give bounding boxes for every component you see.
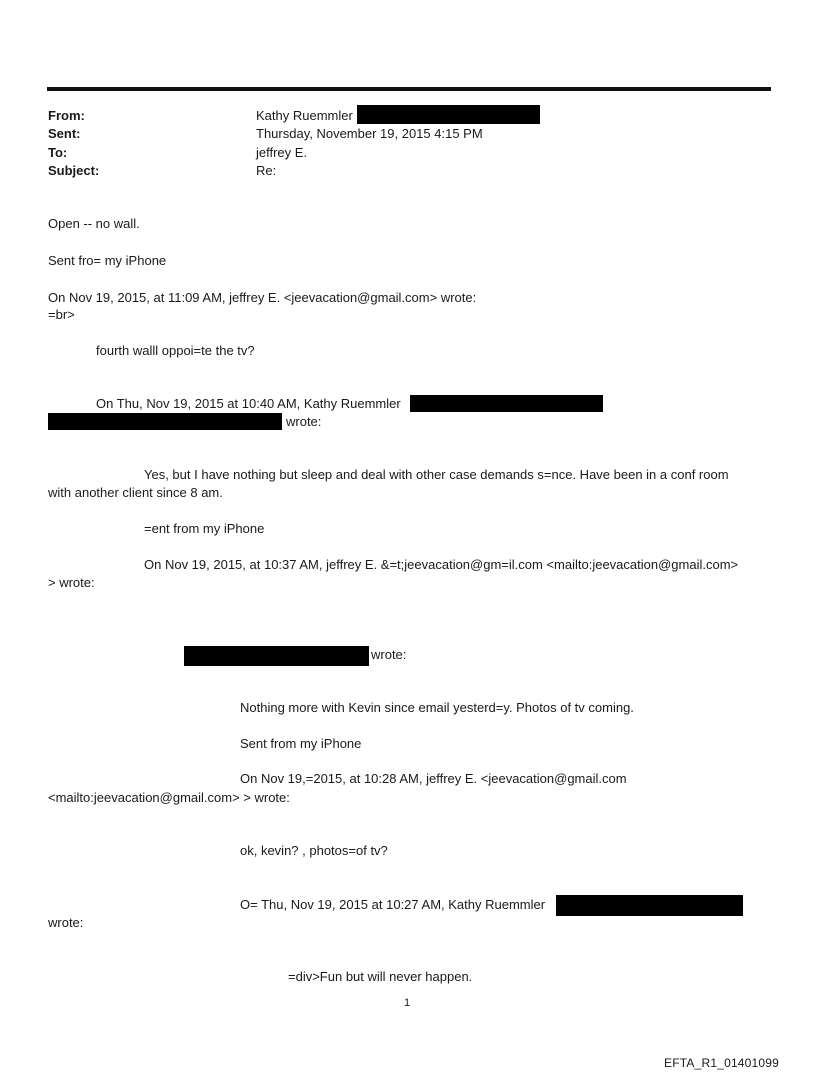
body-line: O= Thu, Nov 19, 2015 at 10:27 AM, Kathy Ruemmler	[240, 897, 546, 912]
body-line: Yes, but I have nothing but sleep and deal with other case demands s=nce. Have been in a conf room	[144, 467, 729, 482]
header-rule	[47, 87, 771, 91]
from-label: From:	[48, 108, 85, 123]
document-id: EFTA_R1_01401099	[664, 1056, 780, 1070]
sent-value: Thursday, November 19, 2015 4:15 PM	[256, 126, 483, 141]
subject-label: Subject:	[48, 163, 100, 178]
body-line: Sent from my iPhone	[240, 736, 362, 751]
body-line: Open -- no wall.	[48, 216, 140, 231]
to-label: To:	[48, 145, 68, 160]
from-value: Kathy Ruemmler	[256, 108, 353, 123]
body-line: =div>Fun but will never happen.	[288, 969, 473, 984]
body-line: > wrote:	[48, 575, 95, 590]
page-number: 1	[404, 997, 411, 1009]
body-line: fourth walll oppoi=te the tv?	[96, 343, 255, 358]
redaction-bar	[556, 895, 743, 916]
body-line: On Thu, Nov 19, 2015 at 10:40 AM, Kathy Ruemmler	[96, 396, 401, 411]
body-line: <mailto:jeevacation@gmail.com> > wrote:	[48, 790, 290, 805]
subject-value: Re:	[256, 163, 277, 178]
body-line: with another client since 8 am.	[48, 485, 223, 500]
body-line: Nothing more with Kevin since email yesterd=y. Photos of tv coming.	[240, 700, 634, 715]
body-line: On Nov 19, 2015, at 10:37 AM, jeffrey E. &=t;jeevacation@gm=il.com <mailto:jeevacation@gmail.com>	[144, 557, 739, 572]
redaction-bar	[357, 105, 540, 124]
body-line: =ent from my iPhone	[144, 521, 265, 536]
body-line: On Nov 19,=2015, at 10:28 AM, jeffrey E. <jeevacation@gmail.com	[240, 771, 627, 786]
body-line: wrote:	[371, 647, 407, 662]
body-line: ok, kevin? , photos=of tv?	[240, 843, 388, 858]
to-value: jeffrey E.	[256, 145, 308, 160]
sent-label: Sent:	[48, 126, 81, 141]
redaction-bar	[184, 646, 369, 666]
body-line: wrote:	[48, 915, 84, 930]
body-line: wrote:	[286, 414, 322, 429]
redaction-bar	[410, 395, 603, 412]
body-line: Sent fro= my iPhone	[48, 253, 167, 268]
body-line: =br>	[48, 307, 75, 322]
redaction-bar	[48, 413, 282, 430]
body-line: On Nov 19, 2015, at 11:09 AM, jeffrey E. <jeevacation@gmail.com> wrote:	[48, 290, 477, 305]
